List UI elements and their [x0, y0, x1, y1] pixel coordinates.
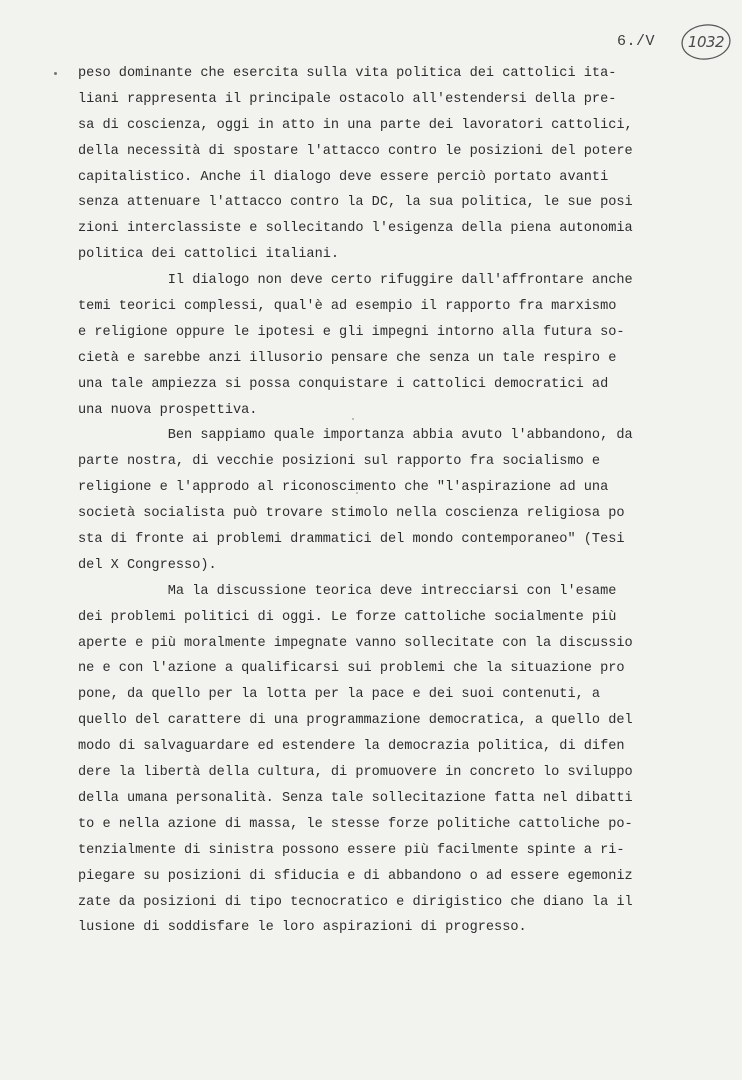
text-line: piegare su posizioni di sfiducia e di abbandono o ad essere egemoniz	[78, 868, 633, 884]
paragraph	[78, 423, 678, 578]
text-line: Ma la discussione teorica deve intrecciarsi con l'esame	[78, 583, 617, 599]
text-line: della necessità di spostare l'attacco contro le posizioni del potere	[78, 143, 633, 159]
text-line: to e nella azione di massa, le stesse forze politiche cattoliche po-	[78, 816, 633, 832]
paragraph	[78, 61, 678, 268]
margin-dot	[54, 72, 57, 75]
archive-number-stamp	[680, 22, 732, 62]
text-line: senza attenuare l'attacco contro la DC, la sua politica, le sue posi	[78, 195, 633, 211]
text-line: del X Congresso).	[78, 557, 217, 573]
text-line: religione e l'approdo al riconoscimento che "l'aspirazione ad una	[78, 480, 609, 496]
paragraph	[78, 268, 678, 423]
text-line: aperte e più moralmente impegnate vanno sollecitate con la discussio	[78, 635, 633, 651]
text-line: dere la libertà della cultura, di promuovere in concreto lo sviluppo	[78, 765, 633, 781]
text-line: capitalistico. Anche il dialogo deve essere perciò portato avanti	[78, 169, 609, 185]
text-line: dei problemi politici di oggi. Le forze cattoliche socialmente più	[78, 609, 617, 625]
text-line: tenzialmente di sinistra possono essere più facilmente spinte a ri-	[78, 842, 625, 858]
archive-number: 1032	[687, 33, 725, 51]
paragraph	[78, 579, 678, 941]
page-number: 6./V	[617, 33, 656, 50]
text-line: e religione oppure le ipotesi e gli impegni intorno alla futura so-	[78, 324, 625, 340]
text-line: società socialista può trovare stimolo nella coscienza religiosa po	[78, 506, 625, 522]
text-line: una nuova prospettiva.	[78, 402, 258, 418]
text-line: sta di fronte ai problemi drammatici del mondo contemporaneo" (Tesi	[78, 532, 625, 548]
text-line: lusione di soddisfare le loro aspirazioni di progresso.	[78, 920, 527, 936]
text-line: Ben sappiamo quale importanza abbia avuto l'abbandono, da	[78, 428, 633, 444]
text-line: zioni interclassiste e sollecitando l'esigenza della piena autonomia	[78, 221, 633, 237]
text-line: modo di salvaguardare ed estendere la democrazia politica, di difen	[78, 739, 625, 755]
text-line: parte nostra, di vecchie posizioni sul rapporto fra socialismo e	[78, 454, 601, 470]
text-line: sa di coscienza, oggi in atto in una parte dei lavoratori cattolici,	[78, 117, 633, 133]
text-line: politica dei cattolici italiani.	[78, 247, 340, 263]
text-line: peso dominante che esercita sulla vita politica dei cattolici ita-	[78, 66, 617, 81]
document-body	[78, 61, 678, 941]
text-line: liani rappresenta il principale ostacolo all'estendersi della pre-	[78, 91, 617, 107]
text-line: pone, da quello per la lotta per la pace e dei suoi contenuti, a	[78, 687, 601, 703]
text-line: una tale ampiezza si possa conquistare i cattolici democratici ad	[78, 376, 609, 392]
text-line: zate da posizioni di tipo tecnocratico e dirigistico che diano la il	[78, 894, 633, 910]
text-line: quello del carattere di una programmazione democratica, a quello del	[78, 713, 633, 729]
text-line: Il dialogo non deve certo rifuggire dall'affrontare anche	[78, 273, 633, 289]
text-line: cietà e sarebbe anzi illusorio pensare che senza un tale respiro e	[78, 350, 617, 366]
text-line: temi teorici complessi, qual'è ad esempio il rapporto fra marxismo	[78, 299, 617, 315]
text-line: della umana personalità. Senza tale sollecitazione fatta nel dibatti	[78, 790, 633, 806]
text-line: ne e con l'azione a qualificarsi sui problemi che la situazione pro	[78, 661, 625, 677]
